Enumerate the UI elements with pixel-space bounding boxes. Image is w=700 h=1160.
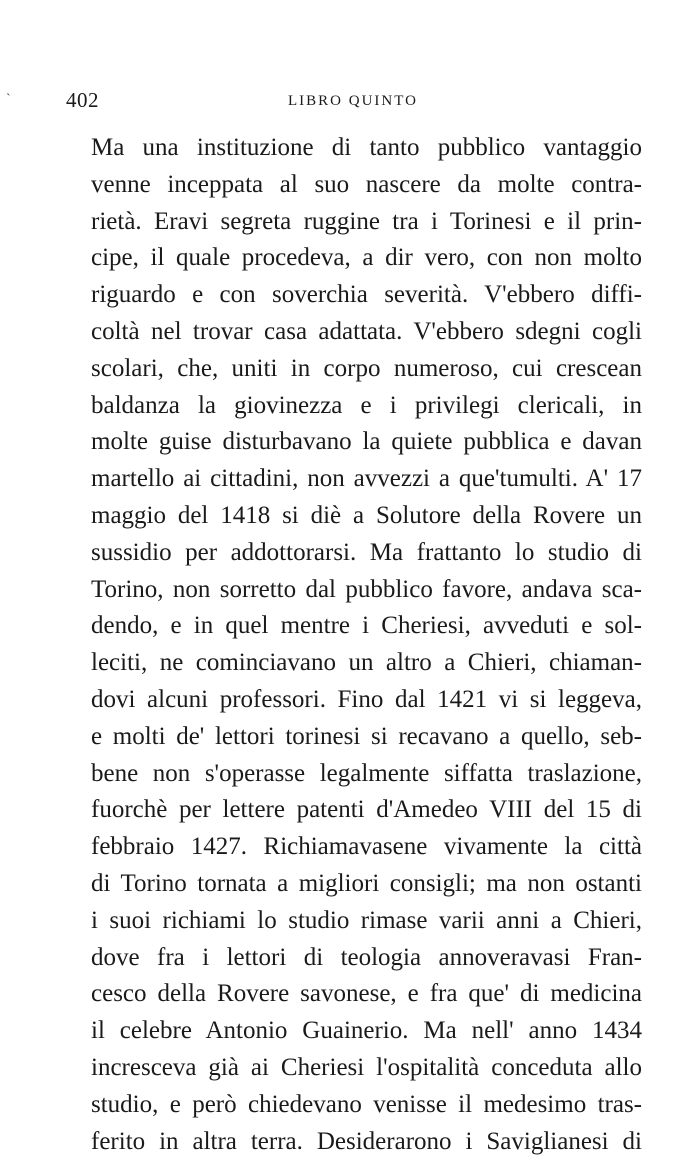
text-line: leciti, ne cominciavano un altro a Chieri, chiaman- — [91, 649, 642, 677]
body-text — [91, 130, 642, 1160]
text-line: e molti de' lettori torinesi si recavano a quello, seb- — [91, 722, 642, 750]
text-line: sussidio per addottorarsi. Ma frattanto lo studio di — [91, 538, 642, 566]
page-number: 402 — [66, 88, 99, 112]
running-head — [66, 88, 640, 114]
running-title: LIBRO QUINTO — [288, 93, 418, 109]
text-line: rietà. Eravi segreta ruggine tra i Torinesi e il prin- — [91, 207, 642, 235]
text-line: molte guise disturbavano la quiete pubblica e davan — [91, 428, 642, 456]
text-line: coltà nel trovar casa adattata. V'ebbero sdegni cogli — [91, 317, 642, 345]
text-line: il celebre Antonio Guainerio. Ma nell' anno 1434 — [91, 1017, 642, 1045]
text-line: ferito in altra terra. Desiderarono i Saviglianesi di — [91, 1127, 642, 1155]
text-line: i suoi richiami lo studio rimase varii anni a Chieri, — [91, 906, 642, 934]
text-line: martello ai cittadini, non avvezzi a que'tumulti. A' 17 — [91, 465, 642, 493]
text-line: cesco della Rovere savonese, e fra que' di medicina — [91, 980, 642, 1008]
text-line: febbraio 1427. Richiamavasene vivamente la città — [91, 833, 642, 861]
text-line: Torino, non sorretto dal pubblico favore, andava sca- — [91, 575, 642, 603]
text-line: fuorchè per lettere patenti d'Amedeo VIII del 15 di — [91, 796, 642, 824]
text-line: baldanza la giovinezza e i privilegi clericali, in — [91, 391, 642, 419]
text-line: venne inceppata al suo nascere da molte contra- — [91, 170, 642, 198]
margin-mark: ` — [6, 92, 11, 107]
text-line: di Torino tornata a migliori consigli; ma non ostanti — [91, 869, 642, 897]
text-line: dove fra i lettori di teologia annoveravasi Fran- — [91, 943, 642, 971]
text-line: dovi alcuni professori. Fino dal 1421 vi si leggeva, — [91, 685, 642, 713]
text-line: Ma una instituzione di tanto pubblico vantaggio — [91, 134, 642, 161]
text-line: scolari, che, uniti in corpo numeroso, cui crescean — [91, 354, 642, 382]
text-line: cipe, il quale procedeva, a dir vero, con non molto — [91, 244, 642, 272]
text-line: maggio del 1418 si diè a Solutore della Rovere un — [91, 501, 642, 529]
text-line: bene non s'operasse legalmente siffatta traslazione, — [91, 759, 642, 787]
text-line: studio, e però chiedevano venisse il medesimo tras- — [91, 1090, 642, 1118]
text-line: incresceva già ai Cheriesi l'ospitalità conceduta allo — [91, 1053, 642, 1081]
text-line: dendo, e in quel mentre i Cheriesi, avveduti e sol- — [91, 612, 642, 640]
text-line: riguardo e con soverchia severità. V'ebbero diffi- — [91, 281, 642, 309]
